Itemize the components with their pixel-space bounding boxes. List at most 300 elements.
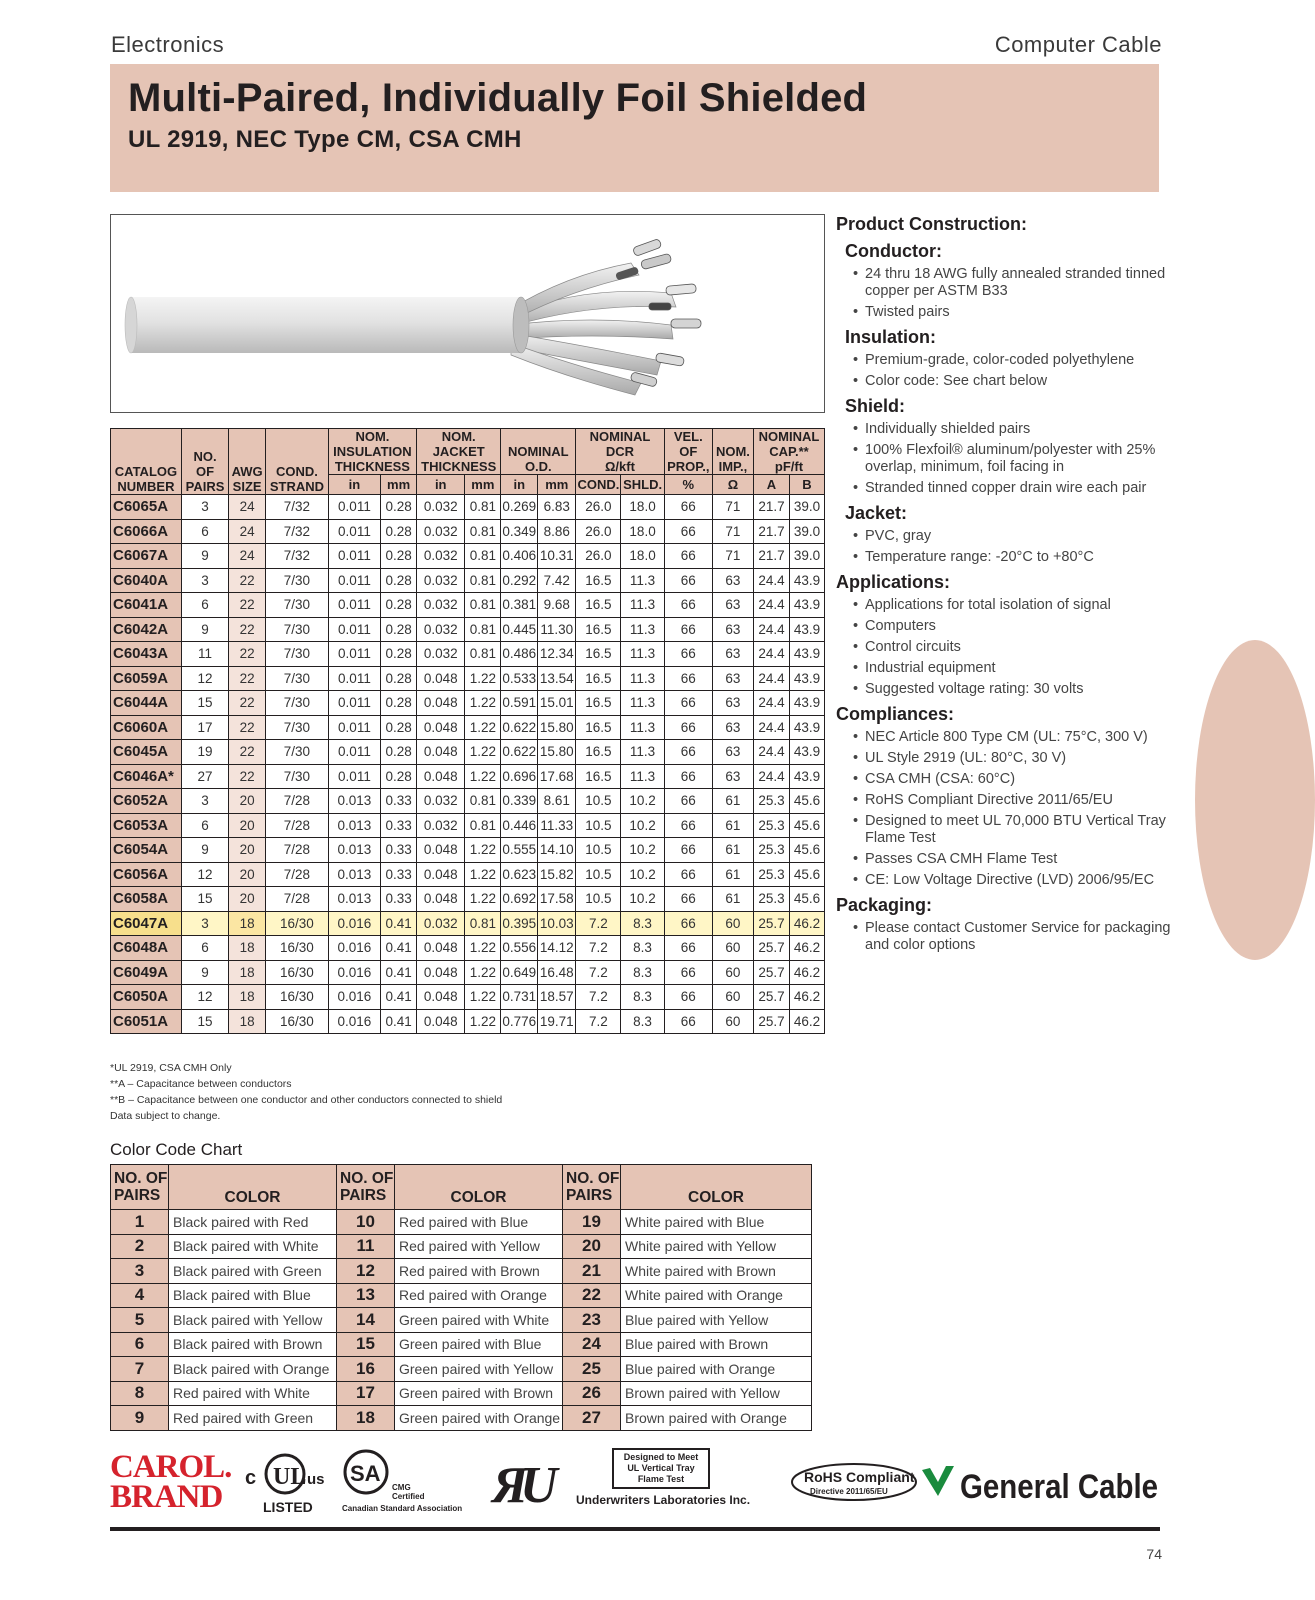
color-chart-row: [111, 1381, 812, 1406]
spec-cell: 66: [664, 617, 712, 642]
spec-header-row: [111, 429, 825, 475]
spec-cell: 25.3: [753, 838, 789, 863]
spec-cell: 66: [664, 740, 712, 765]
spec-cell: 16.5: [576, 715, 621, 740]
pair-color-cell: Blue paired with Yellow: [621, 1308, 812, 1333]
pair-color-cell: White paired with Orange: [621, 1283, 812, 1308]
svg-text:Certified: Certified: [392, 1492, 425, 1501]
spec-cell: 20: [229, 789, 266, 814]
packaging-list: [848, 920, 1176, 954]
pair-number-cell: 4: [111, 1283, 169, 1308]
spec-cell: 10.31: [538, 544, 576, 569]
bullet-item: • Computers: [848, 618, 1176, 635]
color-chart-row: [111, 1357, 812, 1382]
color-chart-row: [111, 1210, 812, 1235]
spec-cell: 0.33: [381, 838, 417, 863]
spec-cell: 0.41: [381, 936, 417, 961]
spec-cell: 0.048: [417, 666, 465, 691]
spec-cell: 0.81: [465, 495, 501, 520]
spec-cell: 0.048: [417, 838, 465, 863]
spec-cell: 0.032: [417, 544, 465, 569]
spec-cell: 0.011: [328, 519, 380, 544]
svg-text:RoHS Compliant: RoHS Compliant: [804, 1469, 915, 1485]
spec-cell: 7/30: [266, 617, 329, 642]
spec-cell: 0.28: [381, 764, 417, 789]
spec-cell: 0.81: [465, 593, 501, 618]
catalog-number-cell: C6041A: [111, 593, 182, 618]
color-chart-row: [111, 1259, 812, 1284]
catalog-number-cell: C6060A: [111, 715, 182, 740]
pair-number-cell: 16: [337, 1357, 395, 1382]
spec-cell: 26.0: [576, 544, 621, 569]
color-chart-row: [111, 1406, 812, 1431]
spec-row: [111, 568, 825, 593]
spec-cell: 7/30: [266, 642, 329, 667]
spec-cell: 11.3: [621, 593, 664, 618]
spec-cell: 0.41: [381, 911, 417, 936]
unit-cell: B: [789, 475, 824, 495]
pair-color-cell: Black paired with Yellow: [169, 1308, 337, 1333]
spec-cell: 7.2: [576, 1009, 621, 1034]
spec-cell: 43.9: [789, 666, 824, 691]
spec-cell: 24.4: [753, 642, 789, 667]
spec-cell: 71: [712, 544, 753, 569]
spec-cell: 21.7: [753, 495, 789, 520]
pair-number-cell: 17: [337, 1381, 395, 1406]
pair-color-cell: Green paired with White: [395, 1308, 563, 1333]
unit-cell: COND.: [576, 475, 621, 495]
spec-cell: 0.486: [501, 642, 538, 667]
spec-cell: 6: [181, 936, 228, 961]
spec-cell: 24: [229, 495, 266, 520]
spec-cell: 22: [229, 691, 266, 716]
spec-cell: 11.3: [621, 568, 664, 593]
spec-cell: 0.349: [501, 519, 538, 544]
spec-cell: 7.2: [576, 960, 621, 985]
spec-cell: 18: [229, 911, 266, 936]
spec-cell: 60: [712, 960, 753, 985]
spec-cell: 22: [229, 740, 266, 765]
spec-cell: 21.7: [753, 544, 789, 569]
bullet-item: • NEC Article 800 Type CM (UL: 75°C, 300 V): [848, 729, 1176, 746]
spec-cell: 1.22: [465, 838, 501, 863]
spec-cell: 18: [229, 1009, 266, 1034]
construction-subheading: Jacket:: [845, 503, 908, 523]
spec-cell: 60: [712, 1009, 753, 1034]
bullet-item: • PVC, gray: [848, 528, 1176, 545]
spec-cell: 0.81: [465, 519, 501, 544]
pair-color-cell: Black paired with Brown: [169, 1332, 337, 1357]
spec-row: [111, 911, 825, 936]
spec-cell: 19: [181, 740, 228, 765]
pair-number-cell: 1: [111, 1210, 169, 1235]
spec-cell: 0.28: [381, 495, 417, 520]
spec-cell: 39.0: [789, 519, 824, 544]
spec-cell: 16/30: [266, 911, 329, 936]
spec-cell: 66: [664, 519, 712, 544]
spec-cell: 3: [181, 789, 228, 814]
spec-cell: 0.011: [328, 740, 380, 765]
spec-cell: 0.048: [417, 691, 465, 716]
pair-number-cell: 3: [111, 1259, 169, 1284]
spec-cell: 63: [712, 764, 753, 789]
spec-cell: 18: [229, 960, 266, 985]
unit-cell: %: [664, 475, 712, 495]
spec-cell: 11.3: [621, 715, 664, 740]
bullet-item: • Temperature range: -20°C to +80°C: [848, 549, 1176, 566]
ul-listed-logo: [245, 1450, 335, 1516]
spec-cell: 16.5: [576, 593, 621, 618]
unit-cell: mm: [381, 475, 417, 495]
bullet-item: • RoHS Compliant Directive 2011/65/EU: [848, 792, 1176, 809]
spec-row: [111, 764, 825, 789]
pair-number-cell: 25: [563, 1357, 621, 1382]
ul-c-text: c: [245, 1467, 257, 1489]
spec-cell: 1.22: [465, 740, 501, 765]
pair-color-cell: Black paired with Red: [169, 1210, 337, 1235]
pair-color-cell: Green paired with Orange: [395, 1406, 563, 1431]
spec-cell: 7/30: [266, 740, 329, 765]
catalog-number-cell: C6047A: [111, 911, 182, 936]
spec-cell: 46.2: [789, 985, 824, 1010]
compliances-heading: Compliances:: [836, 704, 955, 724]
footer-rule: [110, 1527, 1160, 1531]
catalog-number-cell: C6051A: [111, 1009, 182, 1034]
spec-cell: 0.292: [501, 568, 538, 593]
spec-cell: 1.22: [465, 715, 501, 740]
pair-color-cell: White paired with Blue: [621, 1210, 812, 1235]
spec-cell: 46.2: [789, 911, 824, 936]
spec-cell: 7/32: [266, 495, 329, 520]
unit-cell: mm: [465, 475, 501, 495]
pair-color-cell: Red paired with Yellow: [395, 1234, 563, 1259]
pair-color-cell: White paired with Yellow: [621, 1234, 812, 1259]
catalog-number-cell: C6042A: [111, 617, 182, 642]
pair-number-cell: 8: [111, 1381, 169, 1406]
spec-cell: 0.28: [381, 715, 417, 740]
spec-cell: 1.22: [465, 666, 501, 691]
spec-cell: 0.445: [501, 617, 538, 642]
pair-number-cell: 14: [337, 1308, 395, 1333]
spec-cell: 0.649: [501, 960, 538, 985]
col-dcr: NOMINAL DCR Ω/kft: [576, 429, 664, 475]
spec-cell: 22: [229, 642, 266, 667]
ul-mark-text: UL: [273, 1464, 307, 1490]
spec-cell: 0.016: [328, 911, 380, 936]
spec-cell: 0.446: [501, 813, 538, 838]
spec-cell: 6: [181, 813, 228, 838]
spec-cell: 24.4: [753, 715, 789, 740]
spec-cell: 0.28: [381, 519, 417, 544]
cable-illustration: [111, 215, 826, 414]
col-color: COLOR: [621, 1165, 812, 1210]
page-number: 74: [1146, 1546, 1162, 1562]
spec-cell: 0.41: [381, 1009, 417, 1034]
bullet-item: • Designed to meet UL 70,000 BTU Vertical Tray Flame Test: [848, 813, 1176, 847]
spec-cell: 17.58: [538, 887, 576, 912]
spec-cell: 43.9: [789, 593, 824, 618]
spec-cell: 0.013: [328, 789, 380, 814]
spec-cell: 10.2: [621, 887, 664, 912]
spec-cell: 15: [181, 1009, 228, 1034]
spec-cell: 14.10: [538, 838, 576, 863]
construction-list: [848, 528, 1176, 566]
spec-cell: 18: [229, 985, 266, 1010]
spec-cell: 0.33: [381, 789, 417, 814]
spec-cell: 18.0: [621, 544, 664, 569]
pair-number-cell: 19: [563, 1210, 621, 1235]
spec-cell: 0.28: [381, 666, 417, 691]
unit-cell: in: [501, 475, 538, 495]
col-catalog-number: CATALOG NUMBER: [111, 429, 182, 495]
spec-cell: 7/30: [266, 764, 329, 789]
csa-logo: [342, 1448, 482, 1514]
spec-cell: 7.42: [538, 568, 576, 593]
bullet-item: • Stranded tinned copper drain wire each pair: [848, 480, 1176, 497]
spec-cell: 0.41: [381, 960, 417, 985]
bullet-item: • CSA CMH (CSA: 60°C): [848, 771, 1176, 788]
spec-cell: 24.4: [753, 666, 789, 691]
spec-cell: 9: [181, 960, 228, 985]
spec-cell: 12: [181, 985, 228, 1010]
spec-cell: 61: [712, 862, 753, 887]
spec-cell: 8.86: [538, 519, 576, 544]
spec-row: [111, 960, 825, 985]
spec-cell: 0.032: [417, 519, 465, 544]
spec-cell: 0.33: [381, 887, 417, 912]
spec-cell: 12: [181, 862, 228, 887]
spec-cell: 19.71: [538, 1009, 576, 1034]
spec-cell: 20: [229, 862, 266, 887]
product-photo: [110, 214, 825, 413]
spec-cell: 22: [229, 593, 266, 618]
spec-cell: 10.2: [621, 789, 664, 814]
svg-text:General Cable: General Cable: [960, 1468, 1158, 1506]
spec-row: [111, 593, 825, 618]
spec-cell: 22: [229, 764, 266, 789]
spec-cell: 0.048: [417, 985, 465, 1010]
spec-row: [111, 691, 825, 716]
spec-cell: 16.48: [538, 960, 576, 985]
spec-cell: 0.032: [417, 789, 465, 814]
pair-color-cell: Blue paired with Brown: [621, 1332, 812, 1357]
color-chart-row: [111, 1308, 812, 1333]
spec-cell: 24.4: [753, 568, 789, 593]
spec-cell: 25.3: [753, 789, 789, 814]
spec-row: [111, 740, 825, 765]
spec-cell: 43.9: [789, 617, 824, 642]
pair-color-cell: Red paired with Orange: [395, 1283, 563, 1308]
section-label: Electronics: [111, 32, 225, 57]
spec-cell: 66: [664, 666, 712, 691]
spec-cell: 39.0: [789, 495, 824, 520]
spec-cell: 16.5: [576, 642, 621, 667]
spec-cell: 0.81: [465, 642, 501, 667]
color-chart-row: [111, 1283, 812, 1308]
spec-table-body: [111, 495, 825, 1034]
col-od: NOMINAL O.D.: [501, 429, 576, 475]
spec-cell: 7/28: [266, 813, 329, 838]
col-vel: VEL. OF PROP.,: [664, 429, 712, 475]
spec-cell: 43.9: [789, 715, 824, 740]
spec-cell: 11.3: [621, 642, 664, 667]
spec-cell: 61: [712, 789, 753, 814]
pair-number-cell: 11: [337, 1234, 395, 1259]
side-tab: [1195, 640, 1315, 960]
spec-cell: 66: [664, 936, 712, 961]
spec-cell: 15.82: [538, 862, 576, 887]
spec-cell: 13.54: [538, 666, 576, 691]
spec-row: [111, 887, 825, 912]
spec-cell: 0.013: [328, 887, 380, 912]
spec-cell: 7/30: [266, 666, 329, 691]
spec-cell: 61: [712, 887, 753, 912]
pair-number-cell: 2: [111, 1234, 169, 1259]
bullet-item: • Control circuits: [848, 639, 1176, 656]
spec-cell: 16/30: [266, 960, 329, 985]
spec-cell: 0.013: [328, 813, 380, 838]
col-jacket: NOM. JACKET THICKNESS: [417, 429, 501, 475]
spec-cell: 66: [664, 715, 712, 740]
spec-cell: 60: [712, 936, 753, 961]
pair-number-cell: 5: [111, 1308, 169, 1333]
col-pairs: NO. OF PAIRS: [181, 429, 228, 495]
spec-cell: 0.406: [501, 544, 538, 569]
spec-cell: 16/30: [266, 936, 329, 961]
spec-cell: 20: [229, 887, 266, 912]
spec-cell: 0.28: [381, 642, 417, 667]
spec-cell: 7/30: [266, 715, 329, 740]
spec-cell: 60: [712, 985, 753, 1010]
spec-cell: 10.2: [621, 838, 664, 863]
spec-cell: 0.048: [417, 936, 465, 961]
spec-cell: 25.7: [753, 985, 789, 1010]
spec-cell: 0.016: [328, 936, 380, 961]
catalog-number-cell: C6065A: [111, 495, 182, 520]
spec-cell: 1.22: [465, 691, 501, 716]
spec-cell: 7.2: [576, 911, 621, 936]
spec-cell: 7/30: [266, 691, 329, 716]
spec-cell: 7.2: [576, 936, 621, 961]
col-pairs: NO. OF PAIRS: [337, 1165, 395, 1210]
pair-number-cell: 20: [563, 1234, 621, 1259]
logo-strip: [110, 1448, 1160, 1518]
pair-color-cell: Black paired with White: [169, 1234, 337, 1259]
spec-cell: 7.2: [576, 985, 621, 1010]
spec-cell: 0.032: [417, 911, 465, 936]
spec-cell: 18.0: [621, 519, 664, 544]
spec-cell: 16.5: [576, 666, 621, 691]
pair-color-cell: Red paired with Brown: [395, 1259, 563, 1284]
spec-cell: 66: [664, 642, 712, 667]
spec-cell: 0.555: [501, 838, 538, 863]
general-cable-icon: [922, 1466, 954, 1496]
col-pairs: NO. OF PAIRS: [111, 1165, 169, 1210]
spec-cell: 18: [229, 936, 266, 961]
note-3: **B – Capacitance between one conductor and other conductors connected to shield: [110, 1094, 503, 1106]
spec-row: [111, 519, 825, 544]
col-cap: NOMINAL CAP.** pF/ft: [753, 429, 824, 475]
ul-listed-text: LISTED: [263, 1499, 313, 1515]
bullet-item: • 100% Flexfoil® aluminum/polyester with 25% overlap, minimum, foil facing in: [848, 442, 1176, 476]
spec-cell: 7/28: [266, 838, 329, 863]
spec-cell: 1.22: [465, 985, 501, 1010]
unit-cell: SHLD.: [621, 475, 664, 495]
spec-cell: 0.269: [501, 495, 538, 520]
spec-cell: 0.81: [465, 617, 501, 642]
spec-cell: 7/28: [266, 887, 329, 912]
spec-cell: 0.011: [328, 544, 380, 569]
spec-cell: 0.013: [328, 838, 380, 863]
col-color: COLOR: [395, 1165, 563, 1210]
col-insulation: NOM. INSULATION THICKNESS: [328, 429, 416, 475]
spec-cell: 1.22: [465, 936, 501, 961]
spec-cell: 0.032: [417, 593, 465, 618]
applications-list: [848, 597, 1176, 698]
spec-cell: 71: [712, 519, 753, 544]
spec-cell: 43.9: [789, 568, 824, 593]
ur-mark-text: Я: [492, 1457, 528, 1514]
spec-cell: 24: [229, 544, 266, 569]
pair-number-cell: 13: [337, 1283, 395, 1308]
construction-list: [848, 421, 1176, 497]
catalog-number-cell: C6040A: [111, 568, 182, 593]
spec-cell: 10.5: [576, 887, 621, 912]
spec-cell: 22: [229, 715, 266, 740]
catalog-number-cell: C6059A: [111, 666, 182, 691]
spec-cell: 1.22: [465, 1009, 501, 1034]
spec-cell: 25.3: [753, 813, 789, 838]
pair-color-cell: Green paired with Brown: [395, 1381, 563, 1406]
spec-cell: 0.016: [328, 960, 380, 985]
spec-row: [111, 642, 825, 667]
spec-cell: 18.0: [621, 495, 664, 520]
catalog-number-cell: C6044A: [111, 691, 182, 716]
pair-color-cell: Red paired with Green: [169, 1406, 337, 1431]
spec-cell: 8.61: [538, 789, 576, 814]
spec-row: [111, 495, 825, 520]
spec-cell: 0.339: [501, 789, 538, 814]
spec-cell: 0.011: [328, 617, 380, 642]
applications-heading: Applications:: [836, 572, 951, 592]
spec-cell: 0.016: [328, 1009, 380, 1034]
catalog-number-cell: C6048A: [111, 936, 182, 961]
spec-cell: 14.12: [538, 936, 576, 961]
spec-cell: 1.22: [465, 764, 501, 789]
svg-text:CMG: CMG: [392, 1483, 411, 1492]
general-cable-logo: [918, 1456, 1163, 1508]
spec-cell: 0.692: [501, 887, 538, 912]
spec-cell: 0.28: [381, 544, 417, 569]
pair-number-cell: 21: [563, 1259, 621, 1284]
spec-cell: 3: [181, 568, 228, 593]
spec-cell: 22: [229, 617, 266, 642]
ul-tray-logo: Designed to Meet UL Vertical Tray Flame Test Underwriters Laboratories Inc.: [576, 1448, 756, 1507]
spec-cell: 0.731: [501, 985, 538, 1010]
pair-number-cell: 10: [337, 1210, 395, 1235]
spec-cell: 60: [712, 911, 753, 936]
spec-cell: 0.032: [417, 642, 465, 667]
spec-cell: 9.68: [538, 593, 576, 618]
pair-number-cell: 22: [563, 1283, 621, 1308]
spec-cell: 16.5: [576, 568, 621, 593]
pair-color-cell: Green paired with Blue: [395, 1332, 563, 1357]
pair-number-cell: 18: [337, 1406, 395, 1431]
spec-cell: 45.6: [789, 862, 824, 887]
spec-cell: 7/28: [266, 789, 329, 814]
spec-row: [111, 936, 825, 961]
spec-cell: 66: [664, 568, 712, 593]
